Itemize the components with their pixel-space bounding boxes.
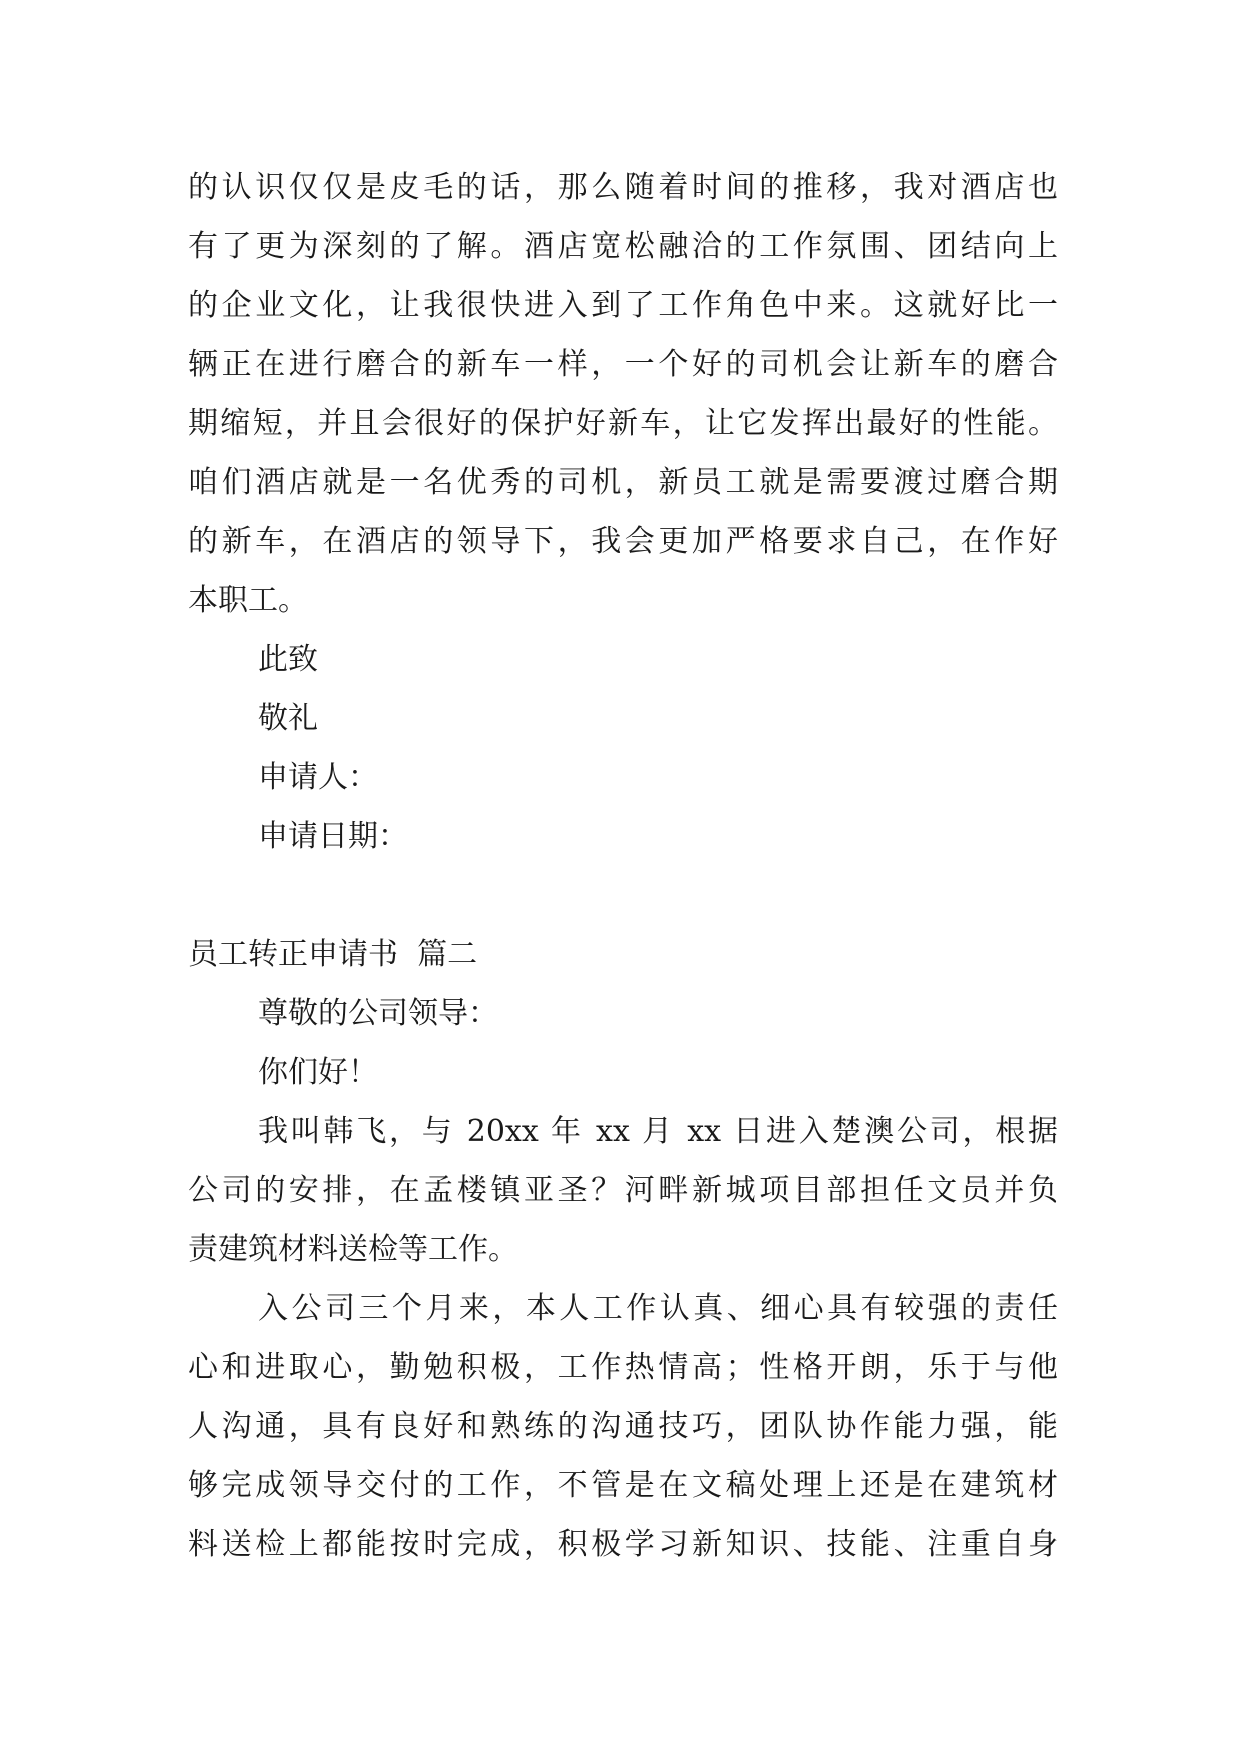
paragraph-line: 公司的安排，在孟楼镇亚圣？河畔新城项目部担任文员并负 xyxy=(188,1173,1058,1208)
paragraph-line: 责建筑材料送检等工作。 xyxy=(188,1232,518,1267)
applicant-label: 申请人： xyxy=(258,760,378,795)
paragraph-line: 够完成领导交付的工作，不管是在文稿处理上还是在建筑材 xyxy=(188,1468,1058,1503)
salute-text: 敬礼 xyxy=(258,701,318,736)
paragraph-line: 入公司三个月来，本人工作认真、细心具有较强的责任 xyxy=(258,1291,1058,1326)
paragraph-line: 咱们酒店就是一名优秀的司机，新员工就是需要渡过磨合期 xyxy=(188,465,1058,500)
date-label: 申请日期： xyxy=(258,819,408,854)
section-gap xyxy=(188,866,1058,925)
paragraph-line: 本职工。 xyxy=(188,583,308,618)
addressee: 尊敬的公司领导： xyxy=(258,996,498,1031)
paragraph-line: 期缩短，并且会很好的保护好新车，让它发挥出最好的性能。 xyxy=(188,406,1058,441)
paragraph-line: 人沟通，具有良好和熟练的沟通技巧，团队协作能力强，能 xyxy=(188,1409,1058,1444)
section2-title: 员工转正申请书 篇二 xyxy=(188,937,478,972)
paragraph-line: 有了更为深刻的了解。酒店宽松融洽的工作氛围、团结向上 xyxy=(188,229,1058,264)
paragraph-line: 辆正在进行磨合的新车一样，一个好的司机会让新车的磨合 xyxy=(188,347,1058,382)
paragraph-line: 我叫韩飞，与 20xx 年 xx 月 xx 日进入楚澳公司，根据 xyxy=(258,1114,1058,1149)
paragraph-performance xyxy=(188,1279,1058,1574)
paragraph-line: 料送检上都能按时完成，积极学习新知识、技能、注重自身 xyxy=(188,1527,1058,1562)
document-page xyxy=(188,158,1058,1574)
paragraph-line: 的认识仅仅是皮毛的话，那么随着时间的推移，我对酒店也 xyxy=(188,170,1058,205)
paragraph-intro xyxy=(188,1102,1058,1279)
closing-text: 此致 xyxy=(258,642,318,677)
paragraph-line: 的企业文化，让我很快进入到了工作角色中来。这就好比一 xyxy=(188,288,1058,323)
paragraph-line: 心和进取心，勤勉积极，工作热情高；性格开朗，乐于与他 xyxy=(188,1350,1058,1385)
section1-body xyxy=(188,158,1058,630)
paragraph-line: 的新车，在酒店的领导下，我会更加严格要求自己，在作好 xyxy=(188,524,1058,559)
greeting: 你们好！ xyxy=(258,1055,378,1090)
